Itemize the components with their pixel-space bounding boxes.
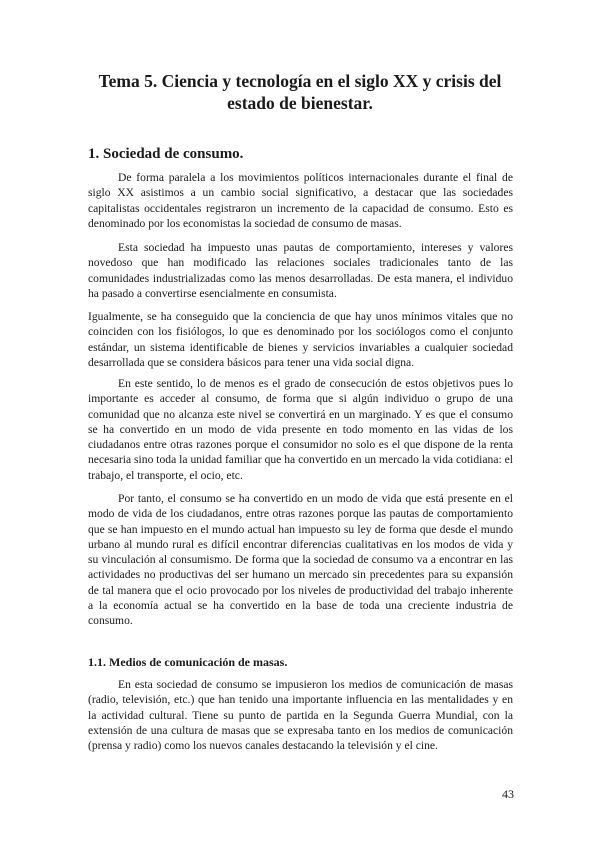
subsection-heading-medios-de-comunicacion: 1.1. Medios de comunicación de masas. bbox=[88, 655, 288, 669]
paragraph: En esta sociedad de consumo se impusieron los medios de comunicación de masas (radio, televisión, etc.) que han tenido una importante influencia en las mentalidades y en la actividad cultural. Tiene su punto de partida en la Segunda Guerra Mundial, con la extensión de una cultura de masas que se expresaba tanto en los medios de comunicación (prensa y radio) como los nuevos canales destacando la televisión y el cine. bbox=[88, 678, 513, 753]
paragraph: De forma paralela a los movimientos políticos internacionales durante el final de siglo XX asistimos a un cambio social significativo, a destacar que las sociedades capitalistas occidentales registraron un incremento de la capacidad de consumo. Esto es denominado por los economistas la sociedad de consumo de masas. bbox=[88, 171, 513, 230]
section-heading-sociedad-de-consumo: 1. Sociedad de consumo. bbox=[88, 146, 244, 162]
paragraph: Por tanto, el consumo se ha convertido en un modo de vida que está presente en el modo de vida de los ciudadanos, entre otras razones porque las pautas de comportamiento que se han impuesto en el mundo actual han impuesto su ley de forma que desde el mundo urbano al mundo rural es difícil encontrar diferencias cualitativas en los modos de vida y su vinculación al consumismo. De forma que la sociedad de consumo va a encontrar en las actividades no productivas del ser humano un mercado sin precedentes para su expansión de tal manera que el ocio provocado por los niveles de productividad del trabajo inherente a la economía actual se ha convertido en la base de toda una creciente industria de consumo. bbox=[88, 492, 513, 628]
chapter-title: Tema 5. Ciencia y tecnología en el siglo XX y crisis del estado de bienestar. bbox=[98, 71, 502, 113]
paragraph: Igualmente, se ha conseguido que la conciencia de que hay unos mínimos vitales que no coinciden con los fisiólogos, lo que es denominado por los sociólogos como el conjunto estándar, un sistema identificable de bienes y servicios invariables a cualquier sociedad desarrollada que se considera básicos para tener una vida social digna. bbox=[88, 310, 513, 369]
page-number: 43 bbox=[502, 787, 514, 801]
paragraph: Esta sociedad ha impuesto unas pautas de comportamiento, intereses y valores novedoso que han modificado las relaciones sociales tradicionales tanto de las comunidades industrializadas como las menos desarrolladas. De esta manera, el individuo ha pasado a convertirse esencialmente en consumista. bbox=[88, 241, 513, 300]
paragraph: En este sentido, lo de menos es el grado de consecución de estos objetivos pues lo importante es acceder al consumo, de forma que si algún individuo o grupo de una comunidad que no alcanza este nivel se convertirá en un marginado. Y es que el consumo se ha convertido en un modo de vida presente en todo momento en las vidas de los ciudadanos entre otras razones porque el consumidor no solo es el que dispone de la renta necesaria sino toda la unidad familiar que ha convertido en un mercado la vida cotidiana: el trabajo, el transporte, el ocio, etc. bbox=[88, 377, 513, 482]
